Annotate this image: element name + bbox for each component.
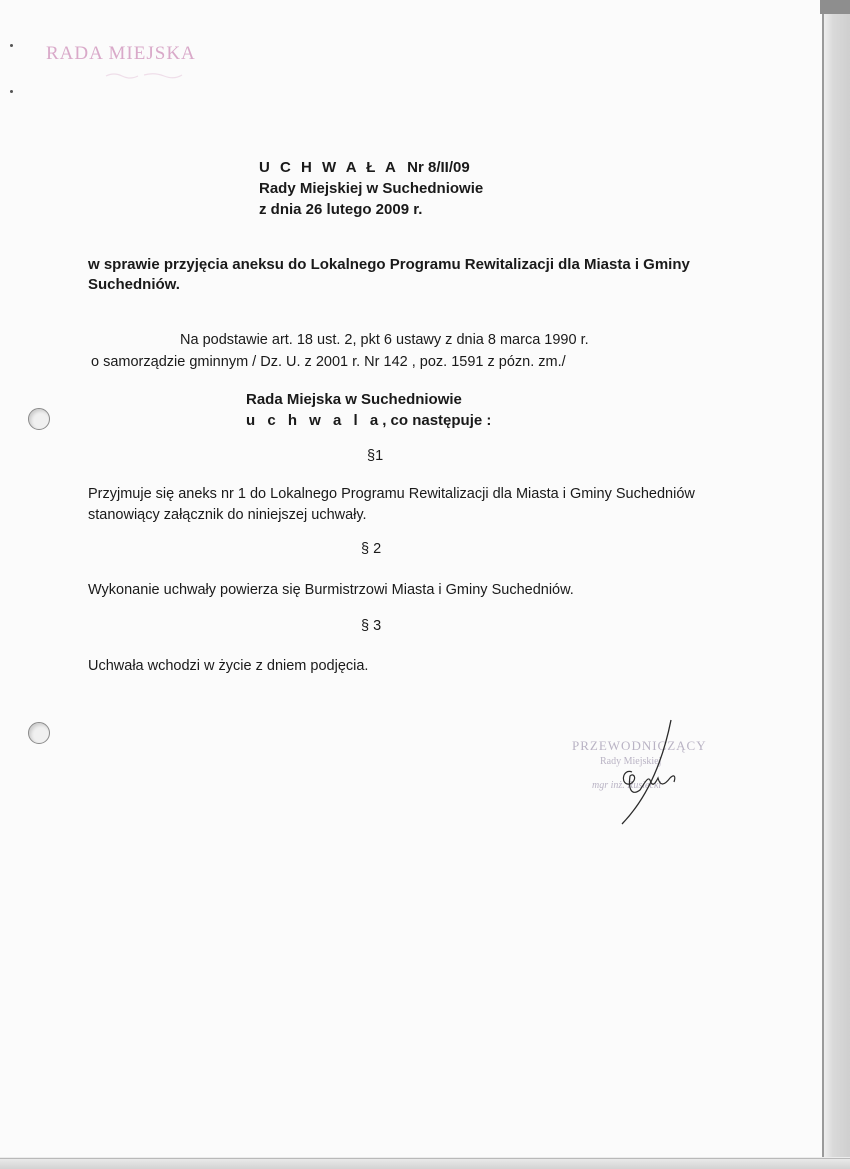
signature-stamp-name: mgr inż. Rusiecki — [592, 780, 662, 791]
signature-stamp-role: PRZEWODNICZĄCY — [572, 738, 707, 753]
council-stamp-title: RADA MIEJSKA — [46, 43, 196, 64]
scan-corner-shadow — [820, 0, 850, 14]
page-edge-line — [822, 0, 824, 1169]
council-name: Rada Miejska w Suchedniowie — [246, 391, 462, 408]
punch-hole-lower — [28, 722, 50, 744]
chairman-signature-stamp — [560, 720, 730, 830]
resolution-issuer: Rady Miejskiej w Suchedniowie — [259, 180, 484, 197]
scan-speck — [10, 44, 13, 47]
section-text-1: Przyjmuje się aneks nr 1 do Lokalnego Programu Rewitalizacji dla Miasta i Gminy Suchedniów stanowiący załącznik do niniejszej uchwały. — [88, 486, 695, 523]
resolution-title — [259, 157, 483, 220]
council-stamp-subtitle-faded — [104, 70, 184, 80]
section-text-2: Wykonanie uchwały powierza się Burmistrzowi Miasta i Gminy Suchedniów. — [88, 582, 574, 598]
resolution-subject: w sprawie przyjęcia aneksu do Lokalnego Programu Rewitalizacji dla Miasta i Gminy Suchedniów. — [88, 256, 690, 293]
resolution-label: U C H W A Ł A — [259, 159, 399, 176]
handwritten-signature — [560, 720, 730, 830]
council-stamp — [46, 43, 226, 93]
resolution-number: Nr 8/II/09 — [407, 159, 470, 176]
resolves-word: u c h w a l a — [246, 412, 383, 429]
punch-hole-upper — [28, 408, 50, 430]
section-text-3: Uchwała wchodzi w życie z dniem podjęcia. — [88, 658, 369, 674]
page-edge-bottom-line — [0, 1158, 850, 1159]
legal-basis-line2: o samorządzie gminnym / Dz. U. z 2001 r. Nr 142 , poz. 1591 z pózn. zm./ — [91, 354, 566, 370]
page-edge-right — [822, 0, 850, 1169]
signature-stamp-body: Rady Miejskiej — [600, 756, 662, 767]
scan-speck — [10, 90, 13, 93]
resolution-date: z dnia 26 lutego 2009 r. — [259, 201, 423, 218]
section-mark-2: § 2 — [361, 541, 382, 557]
council-resolves — [246, 389, 491, 431]
section-mark-3: § 3 — [361, 618, 382, 634]
section-mark-1: §1 — [367, 448, 384, 464]
legal-basis-line1: Na podstawie art. 18 ust. 2, pkt 6 ustawy z dnia 8 marca 1990 r. — [180, 332, 589, 348]
resolves-rest: , co następuje : — [382, 412, 492, 429]
